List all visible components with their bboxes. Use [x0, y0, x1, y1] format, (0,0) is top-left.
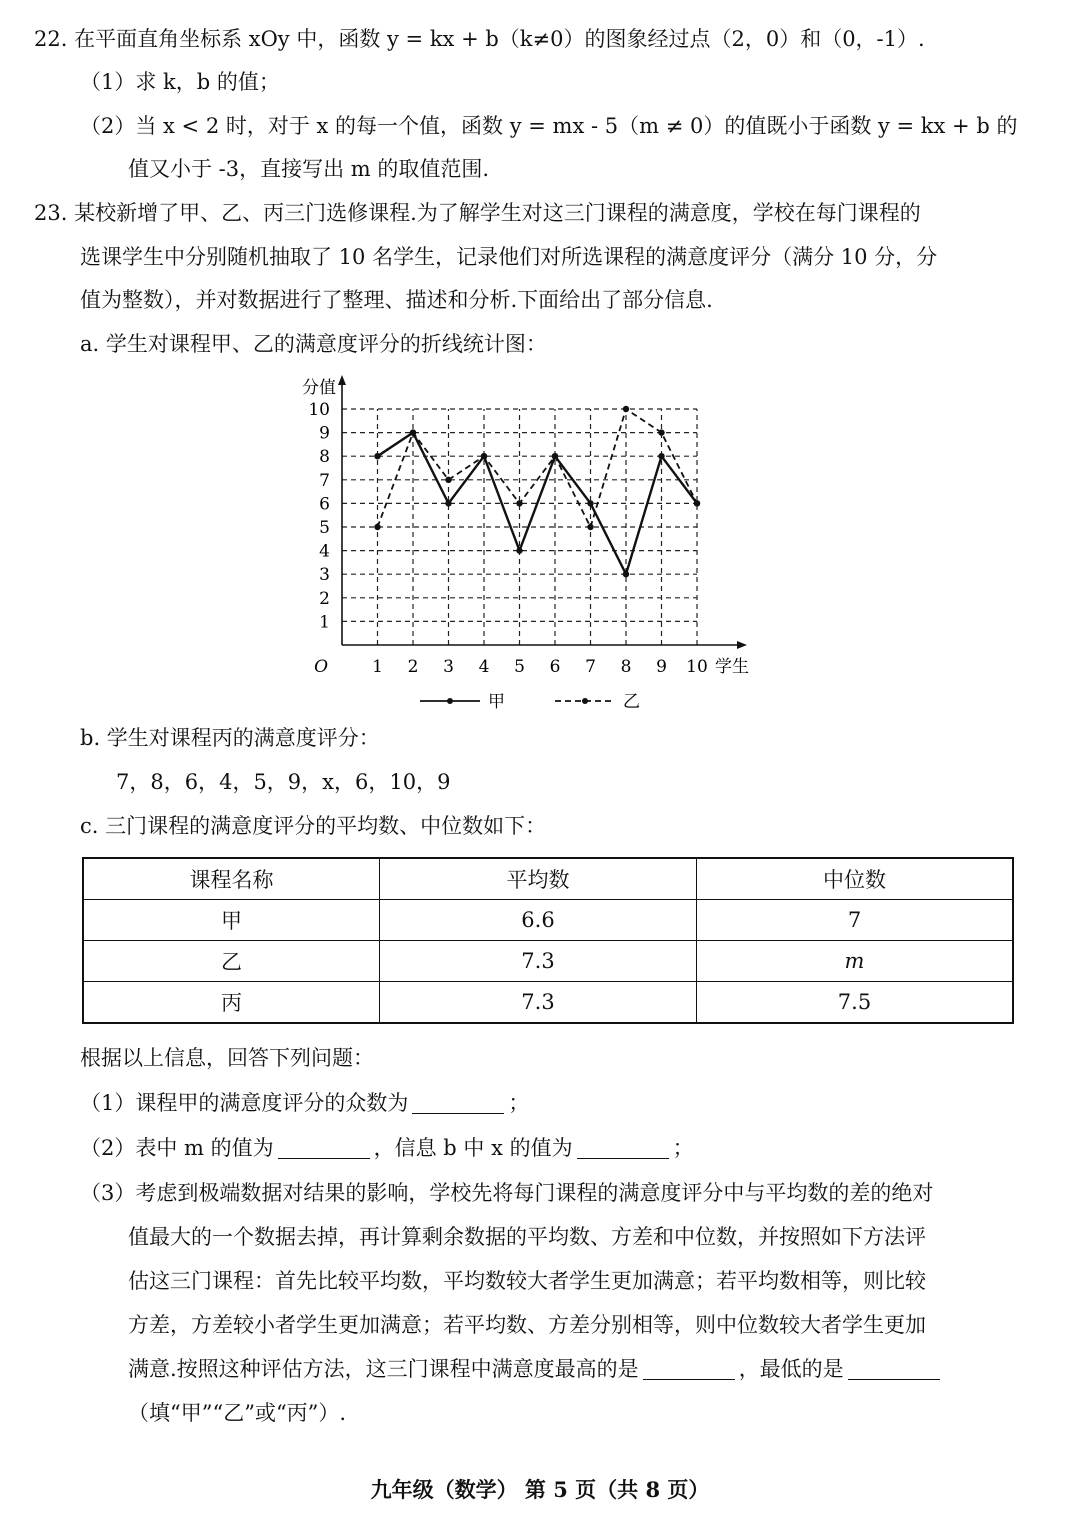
x-axis-title: 学生	[715, 657, 749, 677]
page-footer: 九年级（数学） 第 5 页（共 8 页）	[370, 1477, 710, 1502]
questions-intro: 根据以上信息，回答下列问题：	[80, 1046, 374, 1070]
q23-stem-line2: 选课学生中分别随机抽取了 10 名学生，记录他们对所选课程的满意度评分（满分 10 分，分	[80, 245, 938, 269]
table-row	[83, 982, 1013, 1024]
question-1	[80, 1088, 529, 1118]
x-tick-label: 1	[372, 657, 383, 677]
question-3-line4: 方差，方差较小者学生更加满意；若平均数、方差分别相等，则中位数较大者学生更加	[128, 1313, 926, 1337]
info-b-data: 7，8，6，4，5，9，x，6，10，9	[116, 770, 451, 794]
y-tick-label: 3	[319, 565, 330, 586]
question-3-text-b: ，最低的是	[738, 1357, 844, 1381]
table-header-row	[83, 858, 1013, 900]
data-point	[623, 571, 629, 577]
data-point	[623, 406, 629, 412]
line-chart	[280, 375, 780, 725]
question-2-text-a: （2）表中 m 的值为	[80, 1136, 274, 1160]
table-header-cell: 平均数	[380, 858, 697, 900]
x-tick-label: 7	[585, 657, 596, 677]
x-tick-label: 5	[514, 657, 525, 677]
answer-blank[interactable]	[412, 1091, 504, 1114]
data-point	[658, 453, 664, 459]
data-point	[658, 429, 664, 435]
legend-marker	[582, 698, 588, 704]
info-a-label: a. 学生对课程甲、乙的满意度评分的折线统计图：	[80, 332, 547, 356]
data-point	[445, 500, 451, 506]
y-axis-title: 分值	[302, 378, 336, 398]
y-tick-label: 6	[319, 494, 330, 515]
question-2	[80, 1133, 694, 1163]
question-3-text-a: 满意.按照这种评估方法，这三门课程中满意度最高的是	[128, 1357, 639, 1381]
stats-table	[82, 857, 1014, 1024]
y-tick-label: 5	[319, 518, 330, 538]
legend-label: 甲	[488, 692, 505, 712]
x-tick-label: 8	[620, 657, 632, 677]
y-tick-label: 10	[308, 400, 330, 420]
chart-legend	[420, 692, 640, 712]
origin-label: O	[314, 657, 328, 677]
y-tick-label: 2	[319, 588, 330, 609]
answer-blank[interactable]	[643, 1357, 735, 1380]
table-cell: 丙	[83, 982, 380, 1024]
question-3-line6: （填“甲”“乙”或“丙”）.	[128, 1401, 347, 1425]
question-3-line3: 估这三门课程：首先比较平均数，平均数较大者学生更加满意；若平均数相等，则比较	[128, 1269, 926, 1293]
q22-part2-line1: （2）当 x < 2 时，对于 x 的每一个值，函数 y = mx - 5（m ≠ 0）的值既小于函数 y = kx + b 的	[80, 114, 1018, 138]
x-tick-label: 2	[407, 657, 419, 677]
table-cell: m	[697, 941, 1014, 982]
data-point	[516, 500, 522, 506]
question-3-line2: 值最大的一个数据去掉，再计算剩余数据的平均数、方差和中位数，并按照如下方法评	[128, 1225, 926, 1249]
y-tick-label: 1	[319, 612, 330, 633]
data-point	[694, 500, 700, 506]
data-point	[481, 453, 487, 459]
data-point	[587, 524, 593, 530]
table-row	[83, 941, 1013, 982]
x-axis-arrow	[737, 641, 747, 649]
table-header-cell: 中位数	[697, 858, 1014, 900]
y-tick-label: 8	[319, 447, 330, 468]
data-point	[374, 453, 380, 459]
y-tick-label: 4	[319, 541, 330, 562]
table-cell: 7	[697, 900, 1014, 941]
x-tick-label: 3	[443, 657, 454, 677]
y-axis-arrow	[338, 375, 346, 385]
question-3-line5	[128, 1354, 944, 1384]
table-header-cell: 课程名称	[83, 858, 380, 900]
chart-axes	[338, 375, 747, 649]
q22-part2-line2: 值又小于 -3，直接写出 m 的取值范围.	[128, 157, 490, 181]
question-2-text-b: ，信息 b 中 x 的值为	[373, 1136, 573, 1160]
legend-marker	[447, 698, 453, 704]
table-row	[83, 900, 1013, 941]
x-tick-label: 4	[478, 657, 490, 677]
table-cell: 甲	[83, 900, 380, 941]
x-tick-label: 10	[686, 657, 708, 677]
data-point	[445, 477, 451, 483]
y-tick-label: 7	[319, 470, 330, 491]
legend-label: 乙	[623, 692, 640, 712]
table-cell: 7.3	[380, 941, 697, 982]
table-cell: 6.6	[380, 900, 697, 941]
q23-stem-line1: 23. 某校新增了甲、乙、丙三门选修课程.为了解学生对这三门课程的满意度，学校在每门课程的	[34, 201, 921, 225]
question-1-text: （1）课程甲的满意度评分的众数为	[80, 1091, 409, 1115]
x-tick-label: 9	[656, 657, 667, 677]
data-point	[587, 500, 593, 506]
table-cell: 乙	[83, 941, 380, 982]
answer-blank[interactable]	[577, 1136, 669, 1159]
data-point	[374, 524, 380, 530]
data-point	[552, 453, 558, 459]
info-c-label: c. 三门课程的满意度评分的平均数、中位数如下：	[80, 814, 547, 838]
data-point	[516, 547, 522, 553]
table-cell: 7.3	[380, 982, 697, 1024]
answer-blank[interactable]	[848, 1357, 940, 1380]
chart-series	[374, 406, 700, 578]
table-cell: 7.5	[697, 982, 1014, 1024]
info-b-label: b. 学生对课程丙的满意度评分：	[80, 726, 380, 750]
series-line-乙	[378, 409, 698, 527]
answer-blank[interactable]	[278, 1136, 370, 1159]
data-point	[410, 429, 416, 435]
q22-part1: （1）求 k，b 的值；	[80, 70, 280, 94]
question-2-end: ；	[672, 1136, 694, 1160]
question-1-end: ；	[508, 1091, 530, 1115]
x-tick-label: 6	[549, 657, 561, 677]
y-tick-label: 9	[319, 423, 330, 444]
q22-stem: 22. 在平面直角坐标系 xOy 中，函数 y = kx + b（k≠0）的图象经过点（2，0）和（0，-1）.	[34, 27, 925, 51]
question-3-line1: （3）考虑到极端数据对结果的影响，学校先将每门课程的满意度评分中与平均数的差的绝对	[80, 1181, 934, 1205]
q23-stem-line3: 值为整数），并对数据进行了整理、描述和分析.下面给出了部分信息.	[80, 288, 713, 312]
